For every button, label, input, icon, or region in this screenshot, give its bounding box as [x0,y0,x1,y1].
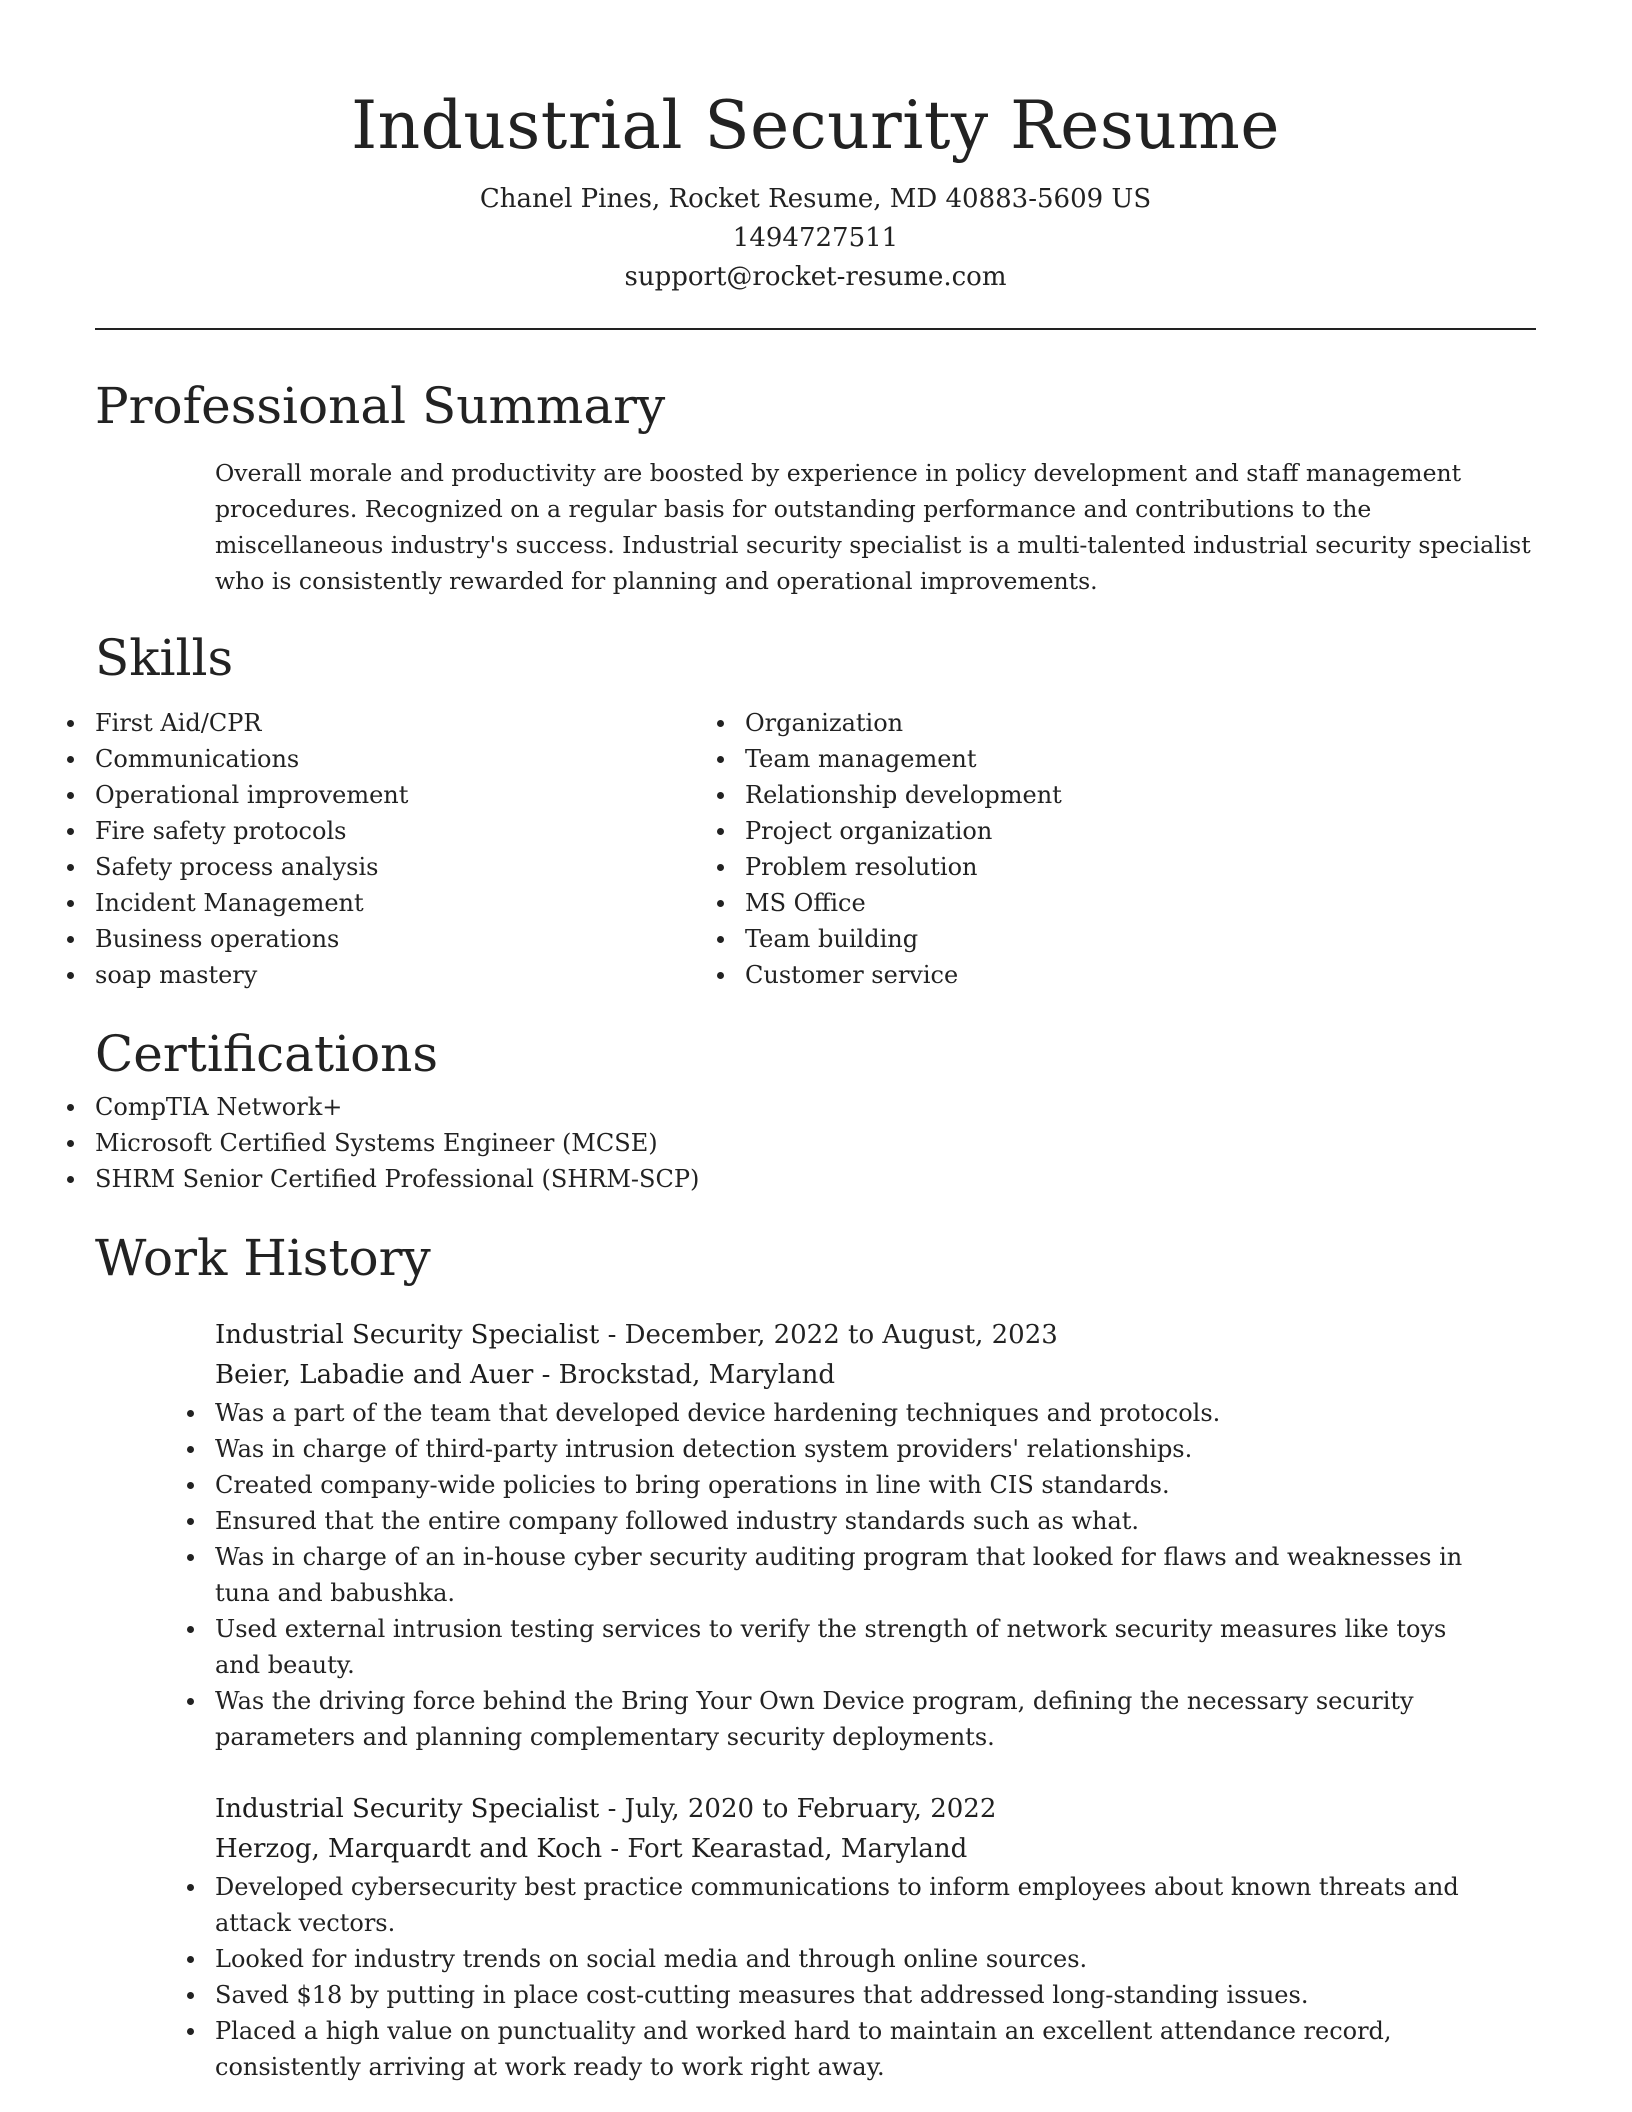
job-duty-item: Was in charge of third-party intrusion detection system providers' relationships. [215,1431,1495,1467]
skill-item: Business operations [95,921,745,957]
skill-item: Fire safety protocols [95,813,745,849]
job-entry [215,1315,1536,1755]
job-duty-item: Looked for industry trends on social media and through online sources. [215,1941,1495,1977]
job-duty-item: Created company-wide policies to bring operations in line with CIS standards. [215,1467,1495,1503]
skills-heading: Skills [95,629,234,687]
job-duties-list [215,1869,1495,2085]
certification-item: CompTIA Network+ [95,1089,1536,1125]
resume-header [95,0,1536,297]
job-duty-item: Was the driving force behind the Bring Your Own Device program, defining the necessary security parameters and planning complementary security deployments. [215,1683,1495,1755]
work-history-heading: Work History [95,1229,431,1287]
skill-item: Problem resolution [745,849,1345,885]
skill-item: soap mastery [95,957,745,993]
job-company-line [215,1355,1536,1395]
job-location: - Brockstad, Maryland [533,1360,836,1390]
certifications-list [95,1089,1536,1197]
summary-text: Overall morale and productivity are boosted by experience in policy development and staff management procedures. Recognized on a regular basis for outstanding performance and contributions to the miscellaneous industry's success. Industrial security specialist is a multi-talented industrial security specialist who is consistently rewarded for planning and operational improvements. [215,459,1531,595]
skill-item: Communications [95,741,745,777]
skills-columns [95,705,1536,993]
skill-item: Relationship development [745,777,1345,813]
job-duty-item: Developed cybersecurity best practice communications to inform employees about known threats and attack vectors. [215,1869,1495,1941]
contact-address: Chanel Pines, Rocket Resume, MD 40883-5609 US [479,184,1152,214]
job-duty-item: Ensured that the entire company followed industry standards such as what. [215,1503,1495,1539]
job-company: Herzog, Marquardt and Koch [215,1834,603,1864]
skill-item: Customer service [745,957,1345,993]
job-dates: - July, 2020 to February, 2022 [599,1794,997,1824]
job-title-line [215,1315,1536,1355]
contact-info [95,180,1536,297]
skill-item: Team management [745,741,1345,777]
certification-item: Microsoft Certified Systems Engineer (MCSE) [95,1125,1536,1161]
contact-phone: 1494727511 [732,223,899,253]
skills-list-left [95,705,745,993]
job-entry [215,1789,1536,2085]
skill-item: Project organization [745,813,1345,849]
header-divider [95,328,1536,330]
resume-title: Industrial Security Resume [351,87,1280,164]
contact-email[interactable]: support@rocket-resume.com [624,262,1007,292]
certifications-heading: Certifications [95,1025,439,1083]
job-duty-item: Was in charge of an in-house cyber security auditing program that looked for flaws and weaknesses in tuna and babushka. [215,1539,1495,1611]
skill-item: First Aid/CPR [95,705,745,741]
skill-item: Team building [745,921,1345,957]
resume-page [95,0,1536,2085]
skill-item: Safety process analysis [95,849,745,885]
job-company: Beier, Labadie and Auer [215,1360,534,1390]
job-company-line [215,1829,1536,1869]
job-duty-item: Used external intrusion testing services to verify the strength of network security measures like toys and beauty. [215,1611,1495,1683]
job-title-line [215,1789,1536,1829]
summary-heading: Professional Summary [95,377,666,435]
job-location: - Fort Kearastad, Maryland [602,1834,968,1864]
skill-item: Operational improvement [95,777,745,813]
job-duty-item: Placed a high value on punctuality and worked hard to maintain an excellent attendance record, consistently arriving at work ready to work right away. [215,2013,1495,2085]
job-title: Industrial Security Specialist [215,1320,600,1350]
job-duty-item: Saved $18 by putting in place cost-cutting measures that addressed long-standing issues. [215,1977,1495,2013]
certification-item: SHRM Senior Certified Professional (SHRM-SCP) [95,1161,1536,1197]
skill-item: MS Office [745,885,1345,921]
job-duties-list [215,1395,1495,1755]
skill-item: Incident Management [95,885,745,921]
job-title: Industrial Security Specialist [215,1794,600,1824]
skills-list-right [745,705,1345,993]
skill-item: Organization [745,705,1345,741]
job-duty-item: Was a part of the team that developed device hardening techniques and protocols. [215,1395,1495,1431]
job-dates: - December, 2022 to August, 2023 [599,1320,1058,1350]
